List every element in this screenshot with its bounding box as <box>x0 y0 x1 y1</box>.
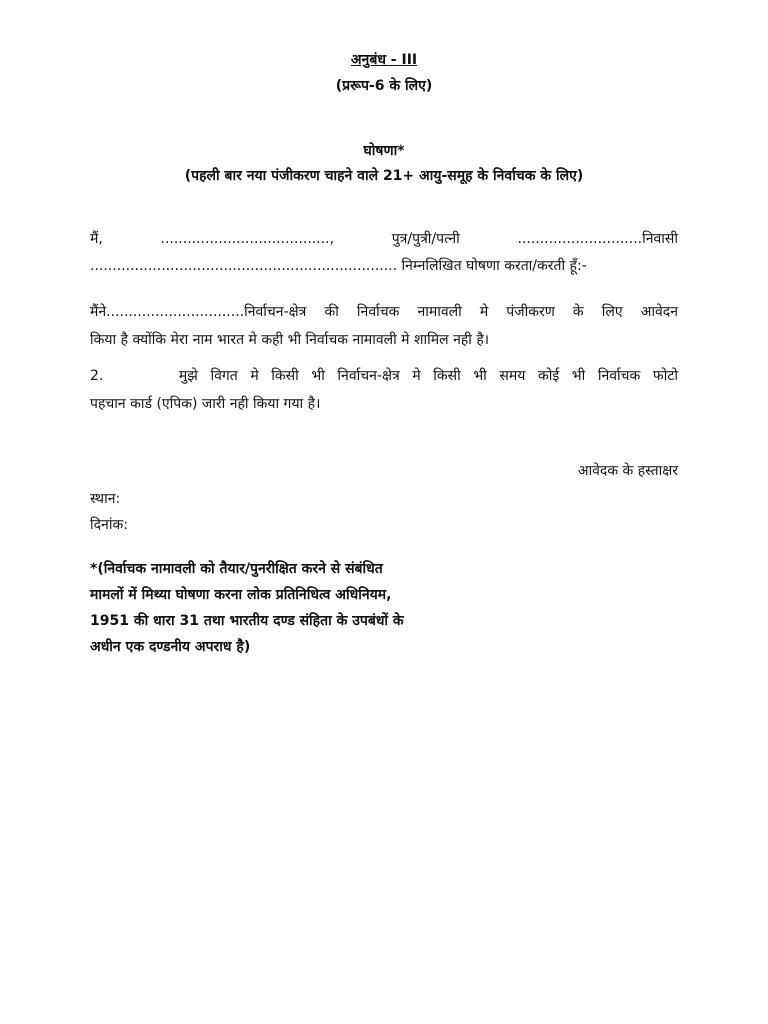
date-label: दिनांक: <box>90 517 128 533</box>
paragraph-1 <box>90 298 678 354</box>
annexure-subtitle: (प्ररूप-6 के लिए) <box>335 78 433 94</box>
paragraph-1-line-2: किया है क्योंकि मेरा नाम भारत मे कही भी निर्वाचक नामावली मे शामिल नही है। <box>90 332 490 348</box>
annexure-title: अनुबंध - III <box>350 52 418 68</box>
paragraph-2-line-1: 2. मुझे विगत मे किसी भी निर्वाचन-क्षेत्र मे किसी भी समय कोई भी निर्वाचक फोटो <box>90 368 678 384</box>
relation-label: पुत्र/पुत्री/पत्नी <box>391 231 460 247</box>
place-label: स्थान: <box>90 491 121 507</box>
footnote-line-3: 1951 की धारा 31 तथा भारतीय दण्ड संहिता के उपबंधों के <box>90 613 404 629</box>
declaration-subheading: (पहली बार नया पंजीकरण चाहने वाले 21+ आयु-समूह के निर्वाचक के लिए) <box>184 168 584 184</box>
paragraph-2 <box>90 362 678 418</box>
paragraph-1-line-1: मैंने...............................निर्वाचन-क्षेत्र की निर्वाचक नामावली मे पंजीकरण के लिए आवेदन <box>90 304 678 320</box>
statement-line-1 <box>90 229 678 249</box>
footnote-line-2: मामलों में मिथ्या घोषणा करना लोक प्रतिनिधित्व अधिनियम, <box>90 587 392 603</box>
statement-line-2: ..................................................................... निम्नलिखित घोषणा करता/करती हूँ:- <box>90 258 587 274</box>
footnote-line-4: अधीन एक दण्डनीय अपराध है) <box>90 639 251 655</box>
statement-pronoun: मैं, <box>90 231 103 247</box>
residence-blank: ............................निवासी <box>517 231 678 247</box>
declaration-heading: घोषणा* <box>363 143 405 159</box>
legal-footnote <box>90 556 490 660</box>
name-blank: ......................................, <box>160 231 335 247</box>
paragraph-2-line-2: पहचान कार्ड (एपिक) जारी नही किया गया है। <box>90 396 321 412</box>
applicant-signature-label: आवेदक के हस्ताक्षर <box>577 463 678 479</box>
footnote-line-1: *(निर्वाचक नामावली को तैयार/पुनरीक्षित करने से संबंधित <box>90 561 383 577</box>
